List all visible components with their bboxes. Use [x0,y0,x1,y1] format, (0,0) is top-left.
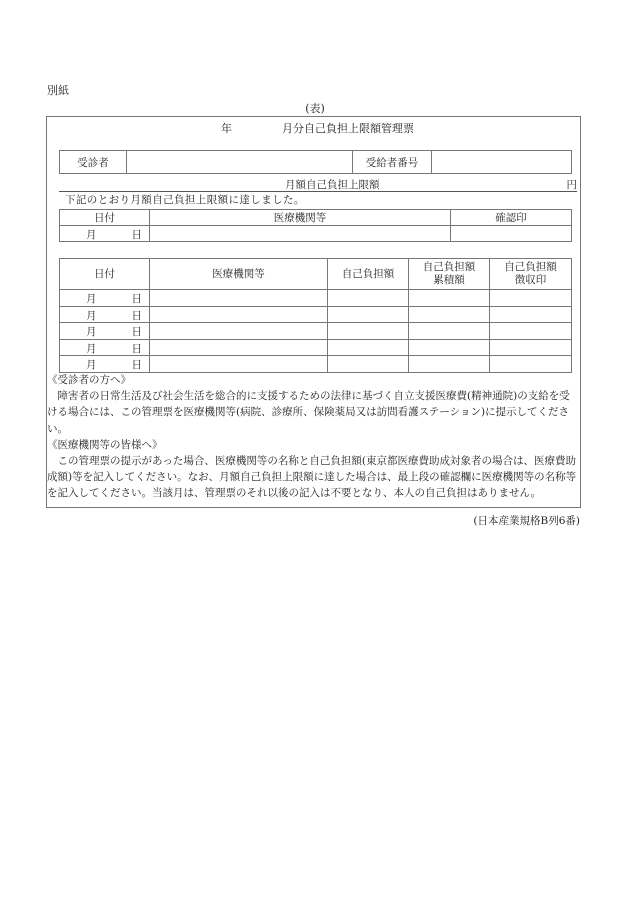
date-cell[interactable]: 月 日 [60,323,150,340]
confirm-institution-cell[interactable] [150,226,451,242]
seal-cell[interactable] [490,356,572,373]
copay-cell[interactable] [328,323,409,340]
patient-notice-text: 障害者の日常生活及び社会生活を総合的に支援するための法律に基づく自立支援医療費(精神通院)の支給を受ける場合には、この管理票を医療機関等(病院、診療所、保険薬局又は訪問看護ステーション)に提示してください。 [47,390,570,435]
confirm-header-date: 日付 [60,210,150,226]
year-label: 年 [221,122,232,135]
recipient-number-field[interactable] [432,151,572,174]
seal-cell[interactable] [490,339,572,356]
payment-record-table [59,258,572,373]
seal-cell[interactable] [490,323,572,340]
cumulative-cell[interactable] [409,356,490,373]
patient-label: 受診者 [60,151,127,174]
date-cell[interactable]: 月 日 [60,290,150,307]
header-cumulative: 自己負担額 累積額 [409,259,490,290]
patient-notice-heading: 《受診者の方へ》 [47,374,131,386]
patient-field[interactable] [127,151,353,174]
confirm-header-seal: 確認印 [451,210,572,226]
date-cell[interactable]: 月 日 [60,356,150,373]
confirm-header-institution: 医療機関等 [150,210,451,226]
copay-cell[interactable] [328,356,409,373]
institution-cell[interactable] [150,306,328,323]
institution-cell[interactable] [150,356,328,373]
table-row [60,290,572,307]
header-date: 日付 [60,259,150,290]
institution-notice-text: この管理票の提示があった場合、医療機関等の名称と自己負担額(東京都医療費助成対象者の場合は、医療費助成額)等を記入してください。なお、月額自己負担上限額に達した場合は、最上段の確認欄に医療機関等の名称等を記入してください。当該月は、管理票のそれ以後の記入は不要となり、本人の自己負担はありません。 [47,455,577,500]
side-label: (表) [305,102,325,115]
standard-size-note: (日本産業規格B列6番) [473,515,580,527]
day-label: 日 [131,229,142,241]
table-row [60,323,572,340]
institution-cell[interactable] [150,323,328,340]
seal-cell[interactable] [490,290,572,307]
table-row [60,339,572,356]
patient-table [59,150,572,174]
seal-cell[interactable] [490,306,572,323]
cumulative-cell[interactable] [409,339,490,356]
monthly-limit-label: 月額自己負担上限額 [285,179,380,191]
date-cell[interactable]: 月 日 [60,339,150,356]
cumulative-cell[interactable] [409,323,490,340]
table-row [60,306,572,323]
confirm-date-cell[interactable] [60,226,150,242]
date-cell[interactable]: 月 日 [60,306,150,323]
header-collection-seal: 自己負担額 徴収印 [490,259,572,290]
monthly-limit-line[interactable] [59,177,577,192]
institution-notice-heading: 《医療機関等の皆様へ》 [47,438,163,451]
header-institution: 医療機関等 [150,259,328,290]
recipient-number-label: 受給者番号 [353,151,432,174]
notes-section [47,372,579,502]
institution-cell[interactable] [150,290,328,307]
institution-cell[interactable] [150,339,328,356]
cumulative-cell[interactable] [409,290,490,307]
header-copay: 自己負担額 [328,259,409,290]
cumulative-cell[interactable] [409,306,490,323]
attachment-label: 別紙 [47,84,69,97]
limit-reached-note: 下記のとおり月額自己負担上限額に達しました。 [65,194,305,206]
form-title-text: 月分自己負担上限額管理票 [282,122,414,135]
monthly-limit-unit: 円 [566,179,577,191]
copay-cell[interactable] [328,290,409,307]
table-row [60,356,572,373]
confirm-seal-cell[interactable] [451,226,572,242]
copay-cell[interactable] [328,306,409,323]
confirmation-table [59,209,572,242]
month-label: 月 [86,229,97,241]
copay-cell[interactable] [328,339,409,356]
